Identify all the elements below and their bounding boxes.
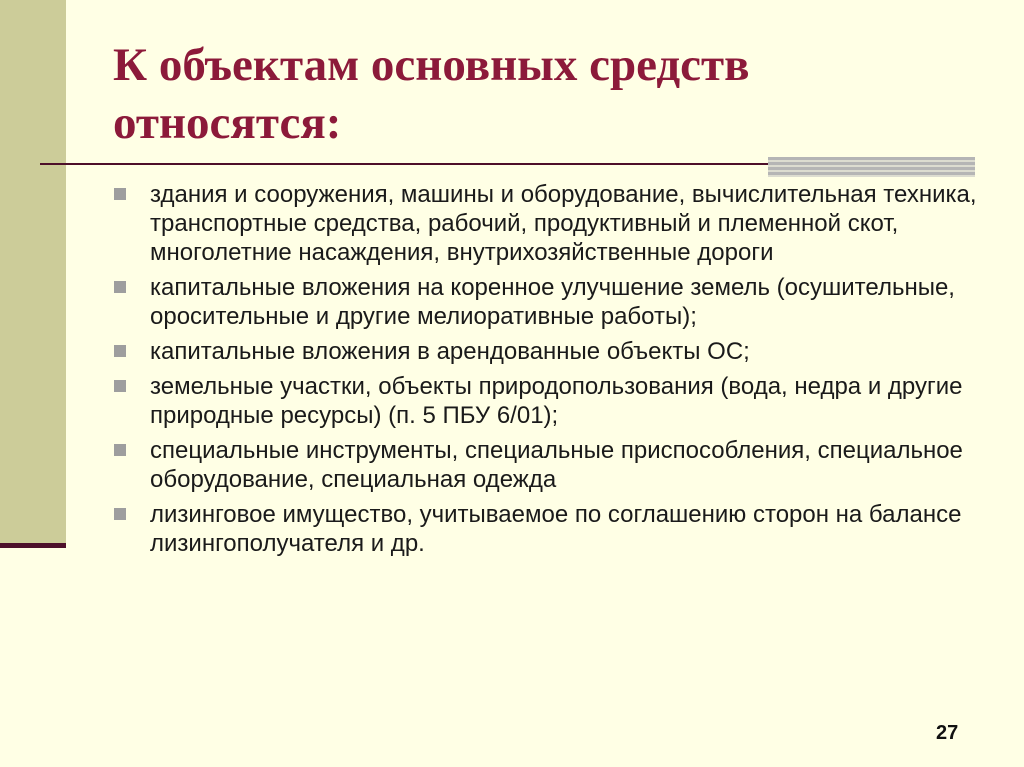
list-item-text: лизинговое имущество, учитываемое по соглашению сторон на балансе лизингополучателя и др. xyxy=(150,501,962,557)
list-item xyxy=(112,436,992,494)
list-item xyxy=(112,337,992,366)
square-bullet-icon xyxy=(114,380,126,392)
square-bullet-icon xyxy=(114,188,126,200)
side-bar-underline xyxy=(0,543,66,548)
list-item xyxy=(112,273,992,331)
list-item xyxy=(112,500,992,558)
list-item-text: специальные инструменты, специальные приспособления, специальное оборудование, специальная одежда xyxy=(150,437,963,493)
slide-title: К объектам основных средств относятся: xyxy=(113,39,750,149)
list-item-text: капитальные вложения в арендованные объекты ОС; xyxy=(150,338,750,365)
list-item xyxy=(112,180,992,267)
square-bullet-icon xyxy=(114,444,126,456)
page-number: 27 xyxy=(936,722,959,744)
side-bar-decoration xyxy=(0,0,66,546)
square-bullet-icon xyxy=(114,508,126,520)
list-item-text: земельные участки, объекты природопользования (вода, недра и другие природные ресурсы) (п. 5 ПБУ 6/01); xyxy=(150,373,963,429)
list-item-text: здания и сооружения, машины и оборудование, вычислительная техника, транспортные средства, рабочий, продуктивный и племенной скот, многолетние насаждения, внутрихозяйственные дороги xyxy=(150,181,977,266)
bullet-list xyxy=(112,180,992,564)
square-bullet-icon xyxy=(114,345,126,357)
title-divider-accent xyxy=(768,157,975,177)
list-item xyxy=(112,372,992,430)
list-item-text: капитальные вложения на коренное улучшение земель (осушительные, оросительные и другие мелиоративные работы); xyxy=(150,274,955,330)
square-bullet-icon xyxy=(114,281,126,293)
